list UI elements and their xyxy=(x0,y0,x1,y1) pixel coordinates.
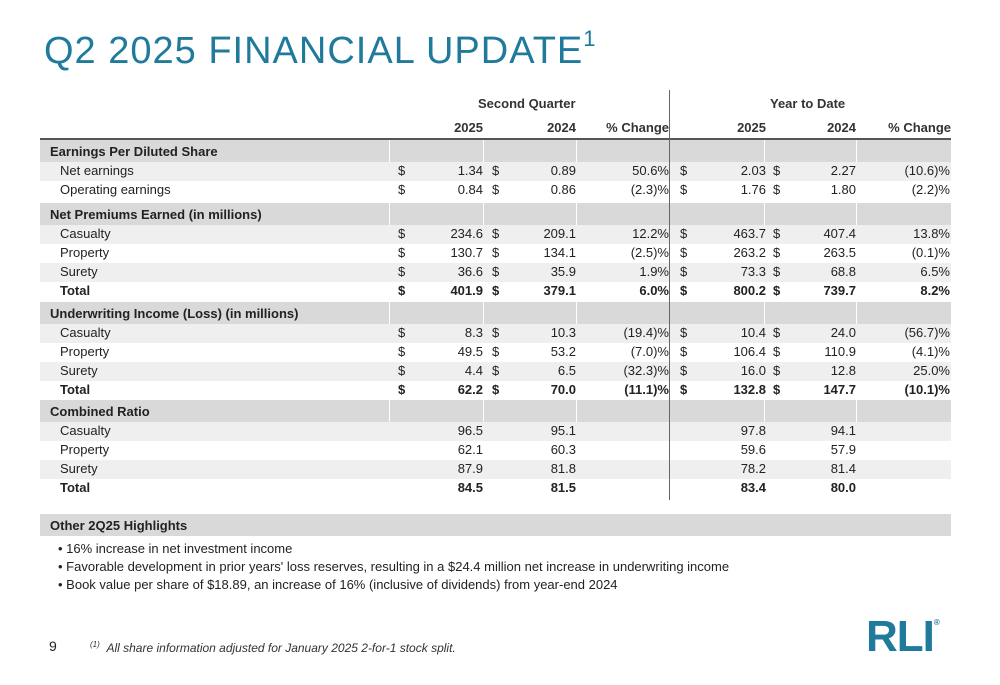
table-row xyxy=(40,460,951,479)
currency-symbol: $ xyxy=(680,182,688,197)
cell-q25: 87.9 xyxy=(457,461,483,476)
grid-line xyxy=(856,140,857,162)
grid-line xyxy=(483,302,484,324)
row-label: Surety xyxy=(60,264,98,279)
cell-y24: 2.27 xyxy=(830,163,856,178)
table-row xyxy=(40,282,951,301)
currency-symbol: $ xyxy=(773,382,781,397)
row-label: Surety xyxy=(60,363,98,378)
col-header-ytd-change: % Change xyxy=(888,120,951,135)
section-title: Combined Ratio xyxy=(50,404,150,419)
cell-q25: 1.34 xyxy=(457,163,483,178)
currency-symbol: $ xyxy=(398,182,406,197)
currency-symbol: $ xyxy=(773,325,781,340)
cell-q25: 234.6 xyxy=(450,226,483,241)
cell-ychg: 25.0% xyxy=(913,363,950,378)
grid-line xyxy=(576,302,577,324)
row-label: Casualty xyxy=(60,325,111,340)
grid-line xyxy=(856,400,857,422)
cell-y25: 10.4 xyxy=(740,325,766,340)
currency-symbol: $ xyxy=(398,163,406,178)
cell-q25: 49.5 xyxy=(457,344,483,359)
currency-symbol: $ xyxy=(773,344,781,359)
cell-q24: 209.1 xyxy=(543,226,576,241)
cell-ychg: (10.1)% xyxy=(904,382,950,397)
currency-symbol: $ xyxy=(492,325,500,340)
currency-symbol: $ xyxy=(492,382,500,397)
col-header-q-change: % Change xyxy=(606,120,669,135)
currency-symbol: $ xyxy=(398,245,406,260)
currency-symbol: $ xyxy=(773,182,781,197)
cell-ychg: 8.2% xyxy=(920,283,950,298)
section-header xyxy=(40,140,951,162)
grid-line xyxy=(856,302,857,324)
cell-y24: 739.7 xyxy=(823,283,856,298)
cell-qchg: 1.9% xyxy=(639,264,669,279)
cell-ychg: (0.1)% xyxy=(911,245,950,260)
grid-line xyxy=(764,140,765,162)
table-row xyxy=(40,422,951,441)
cell-q25: 0.84 xyxy=(457,182,483,197)
cell-y25: 16.0 xyxy=(740,363,766,378)
footnote: $^{(1)}$ All share information adjusted for January 2025 2-for-1 stock split. xyxy=(90,640,456,655)
cell-q25: 84.5 xyxy=(457,480,483,495)
cell-y24: 81.4 xyxy=(830,461,856,476)
currency-symbol: $ xyxy=(492,283,500,298)
cell-qchg: (19.4)% xyxy=(623,325,669,340)
cell-y24: 80.0 xyxy=(830,480,856,495)
currency-symbol: $ xyxy=(398,264,406,279)
currency-symbol: $ xyxy=(492,163,500,178)
cell-qchg: (32.3)% xyxy=(623,363,669,378)
cell-q24: 60.3 xyxy=(550,442,576,457)
currency-symbol: $ xyxy=(680,163,688,178)
row-label: Net earnings xyxy=(60,163,134,178)
currency-symbol: $ xyxy=(680,264,688,279)
table-row xyxy=(40,479,951,498)
currency-symbol: $ xyxy=(398,226,406,241)
currency-symbol: $ xyxy=(398,363,406,378)
cell-q24: 0.86 xyxy=(550,182,576,197)
col-header-ytd-2025: 2025 xyxy=(737,120,766,135)
table-row xyxy=(40,162,951,181)
currency-symbol: $ xyxy=(773,245,781,260)
row-label: Operating earnings xyxy=(60,182,171,197)
page-number: 9 xyxy=(49,638,57,654)
row-label: Total xyxy=(60,480,91,495)
currency-symbol: $ xyxy=(680,283,688,298)
cell-qchg: 50.6% xyxy=(632,163,669,178)
cell-qchg: (2.3)% xyxy=(630,182,669,197)
currency-symbol: $ xyxy=(680,382,688,397)
currency-symbol: $ xyxy=(398,283,406,298)
currency-symbol: $ xyxy=(773,226,781,241)
table-row xyxy=(40,263,951,282)
cell-q24: 53.2 xyxy=(550,344,576,359)
section-header xyxy=(40,203,951,225)
cell-q24: 81.8 xyxy=(550,461,576,476)
grid-line xyxy=(389,302,390,324)
cell-ychg: 13.8% xyxy=(913,226,950,241)
cell-y25: 800.2 xyxy=(733,283,766,298)
row-label: Property xyxy=(60,245,110,260)
cell-q25: 96.5 xyxy=(457,423,483,438)
cell-y25: 1.76 xyxy=(740,182,766,197)
cell-q25: 401.9 xyxy=(450,283,483,298)
highlights-header: Other 2Q25 Highlights xyxy=(40,514,951,536)
cell-ychg: (2.2)% xyxy=(911,182,950,197)
table-row xyxy=(40,343,951,362)
currency-symbol: $ xyxy=(680,325,688,340)
grid-line xyxy=(856,203,857,225)
section-title: Net Premiums Earned (in millions) xyxy=(50,207,262,222)
rli-logo: RLI® xyxy=(866,612,939,661)
grid-line xyxy=(576,400,577,422)
page-title: Q2 2025 FINANCIAL UPDATE$^1$ xyxy=(44,26,597,72)
cell-qchg: (11.1)% xyxy=(624,382,669,397)
section-title: Underwriting Income (Loss) (in millions) xyxy=(50,306,299,321)
grid-line xyxy=(389,203,390,225)
col-header-ytd-2024: 2024 xyxy=(827,120,856,135)
cell-q25: 36.6 xyxy=(457,264,483,279)
currency-symbol: $ xyxy=(492,226,500,241)
row-label: Total xyxy=(60,283,91,298)
grid-line xyxy=(389,140,390,162)
row-label: Casualty xyxy=(60,226,111,241)
cell-y25: 2.03 xyxy=(740,163,766,178)
grid-line xyxy=(483,203,484,225)
table-row xyxy=(40,181,951,200)
currency-symbol: $ xyxy=(773,363,781,378)
currency-symbol: $ xyxy=(492,344,500,359)
grid-line xyxy=(389,400,390,422)
grid-line xyxy=(483,400,484,422)
cell-ychg: (4.1)% xyxy=(911,344,950,359)
cell-q25: 130.7 xyxy=(450,245,483,260)
highlight-item: • Favorable development in prior years' loss reserves, resulting in a $24.4 million net increase in underwriting income xyxy=(58,559,730,574)
currency-symbol: $ xyxy=(398,344,406,359)
col-header-q-2024: 2024 xyxy=(547,120,576,135)
table-row xyxy=(40,244,951,263)
cell-qchg: (7.0)% xyxy=(630,344,669,359)
table-row xyxy=(40,324,951,343)
group-header-year-to-date: Year to Date xyxy=(770,96,846,111)
cell-y25: 78.2 xyxy=(740,461,766,476)
cell-q24: 10.3 xyxy=(550,325,576,340)
grid-line xyxy=(483,140,484,162)
currency-symbol: $ xyxy=(773,264,781,279)
section-header xyxy=(40,400,951,422)
currency-symbol: $ xyxy=(398,325,406,340)
row-label: Total xyxy=(60,382,91,397)
section-header xyxy=(40,302,951,324)
cell-y25: 73.3 xyxy=(740,264,766,279)
row-label: Property xyxy=(60,344,110,359)
table-row xyxy=(40,441,951,460)
cell-y25: 83.4 xyxy=(740,480,766,495)
cell-q24: 379.1 xyxy=(543,283,576,298)
cell-y25: 263.2 xyxy=(733,245,766,260)
table-row xyxy=(40,381,951,400)
cell-y24: 407.4 xyxy=(823,226,856,241)
currency-symbol: $ xyxy=(492,245,500,260)
cell-y24: 12.8 xyxy=(830,363,856,378)
table-row xyxy=(40,362,951,381)
currency-symbol: $ xyxy=(680,363,688,378)
cell-ychg: 6.5% xyxy=(920,264,950,279)
grid-line xyxy=(576,203,577,225)
grid-line xyxy=(764,203,765,225)
cell-y25: 106.4 xyxy=(733,344,766,359)
currency-symbol: $ xyxy=(398,382,406,397)
currency-symbol: $ xyxy=(773,163,781,178)
cell-y24: 263.5 xyxy=(823,245,856,260)
highlights-list xyxy=(58,540,729,594)
cell-q25: 62.2 xyxy=(457,382,483,397)
cell-y24: 57.9 xyxy=(830,442,856,457)
cell-q24: 134.1 xyxy=(543,245,576,260)
grid-line xyxy=(764,302,765,324)
cell-y25: 97.8 xyxy=(740,423,766,438)
cell-q24: 0.89 xyxy=(550,163,576,178)
cell-y24: 68.8 xyxy=(830,264,856,279)
cell-q25: 8.3 xyxy=(464,325,483,340)
cell-q24: 35.9 xyxy=(550,264,576,279)
currency-symbol: $ xyxy=(492,264,500,279)
cell-y24: 24.0 xyxy=(830,325,856,340)
section-title: Earnings Per Diluted Share xyxy=(50,144,218,159)
cell-qchg: 12.2% xyxy=(632,226,669,241)
row-label: Property xyxy=(60,442,110,457)
row-label: Surety xyxy=(60,461,98,476)
cell-q25: 4.4 xyxy=(464,363,483,378)
cell-ychg: (10.6)% xyxy=(904,163,950,178)
grid-line xyxy=(764,400,765,422)
currency-symbol: $ xyxy=(773,283,781,298)
currency-symbol: $ xyxy=(492,182,500,197)
cell-y24: 147.7 xyxy=(823,382,856,397)
grid-line xyxy=(576,140,577,162)
group-header-second-quarter: Second Quarter xyxy=(478,96,576,111)
cell-q24: 95.1 xyxy=(550,423,576,438)
table-row xyxy=(40,225,951,244)
currency-symbol: $ xyxy=(492,363,500,378)
cell-q24: 6.5 xyxy=(557,363,576,378)
cell-q24: 70.0 xyxy=(550,382,576,397)
row-label: Casualty xyxy=(60,423,111,438)
cell-y25: 59.6 xyxy=(740,442,766,457)
cell-y25: 132.8 xyxy=(733,382,766,397)
cell-q24: 81.5 xyxy=(550,480,576,495)
cell-y25: 463.7 xyxy=(733,226,766,241)
highlight-item: • Book value per share of $18.89, an increase of 16% (inclusive of dividends) from year-end 2024 xyxy=(58,577,618,592)
currency-symbol: $ xyxy=(680,344,688,359)
col-header-q-2025: 2025 xyxy=(454,120,483,135)
cell-q25: 62.1 xyxy=(457,442,483,457)
column-divider xyxy=(669,90,670,500)
currency-symbol: $ xyxy=(680,226,688,241)
cell-ychg: (56.7)% xyxy=(904,325,950,340)
highlight-item: • 16% increase in net investment income xyxy=(58,541,293,556)
cell-y24: 110.9 xyxy=(824,344,856,359)
cell-qchg: (2.5)% xyxy=(630,245,669,260)
currency-symbol: $ xyxy=(680,245,688,260)
cell-qchg: 6.0% xyxy=(639,283,669,298)
cell-y24: 1.80 xyxy=(830,182,856,197)
cell-y24: 94.1 xyxy=(830,423,856,438)
